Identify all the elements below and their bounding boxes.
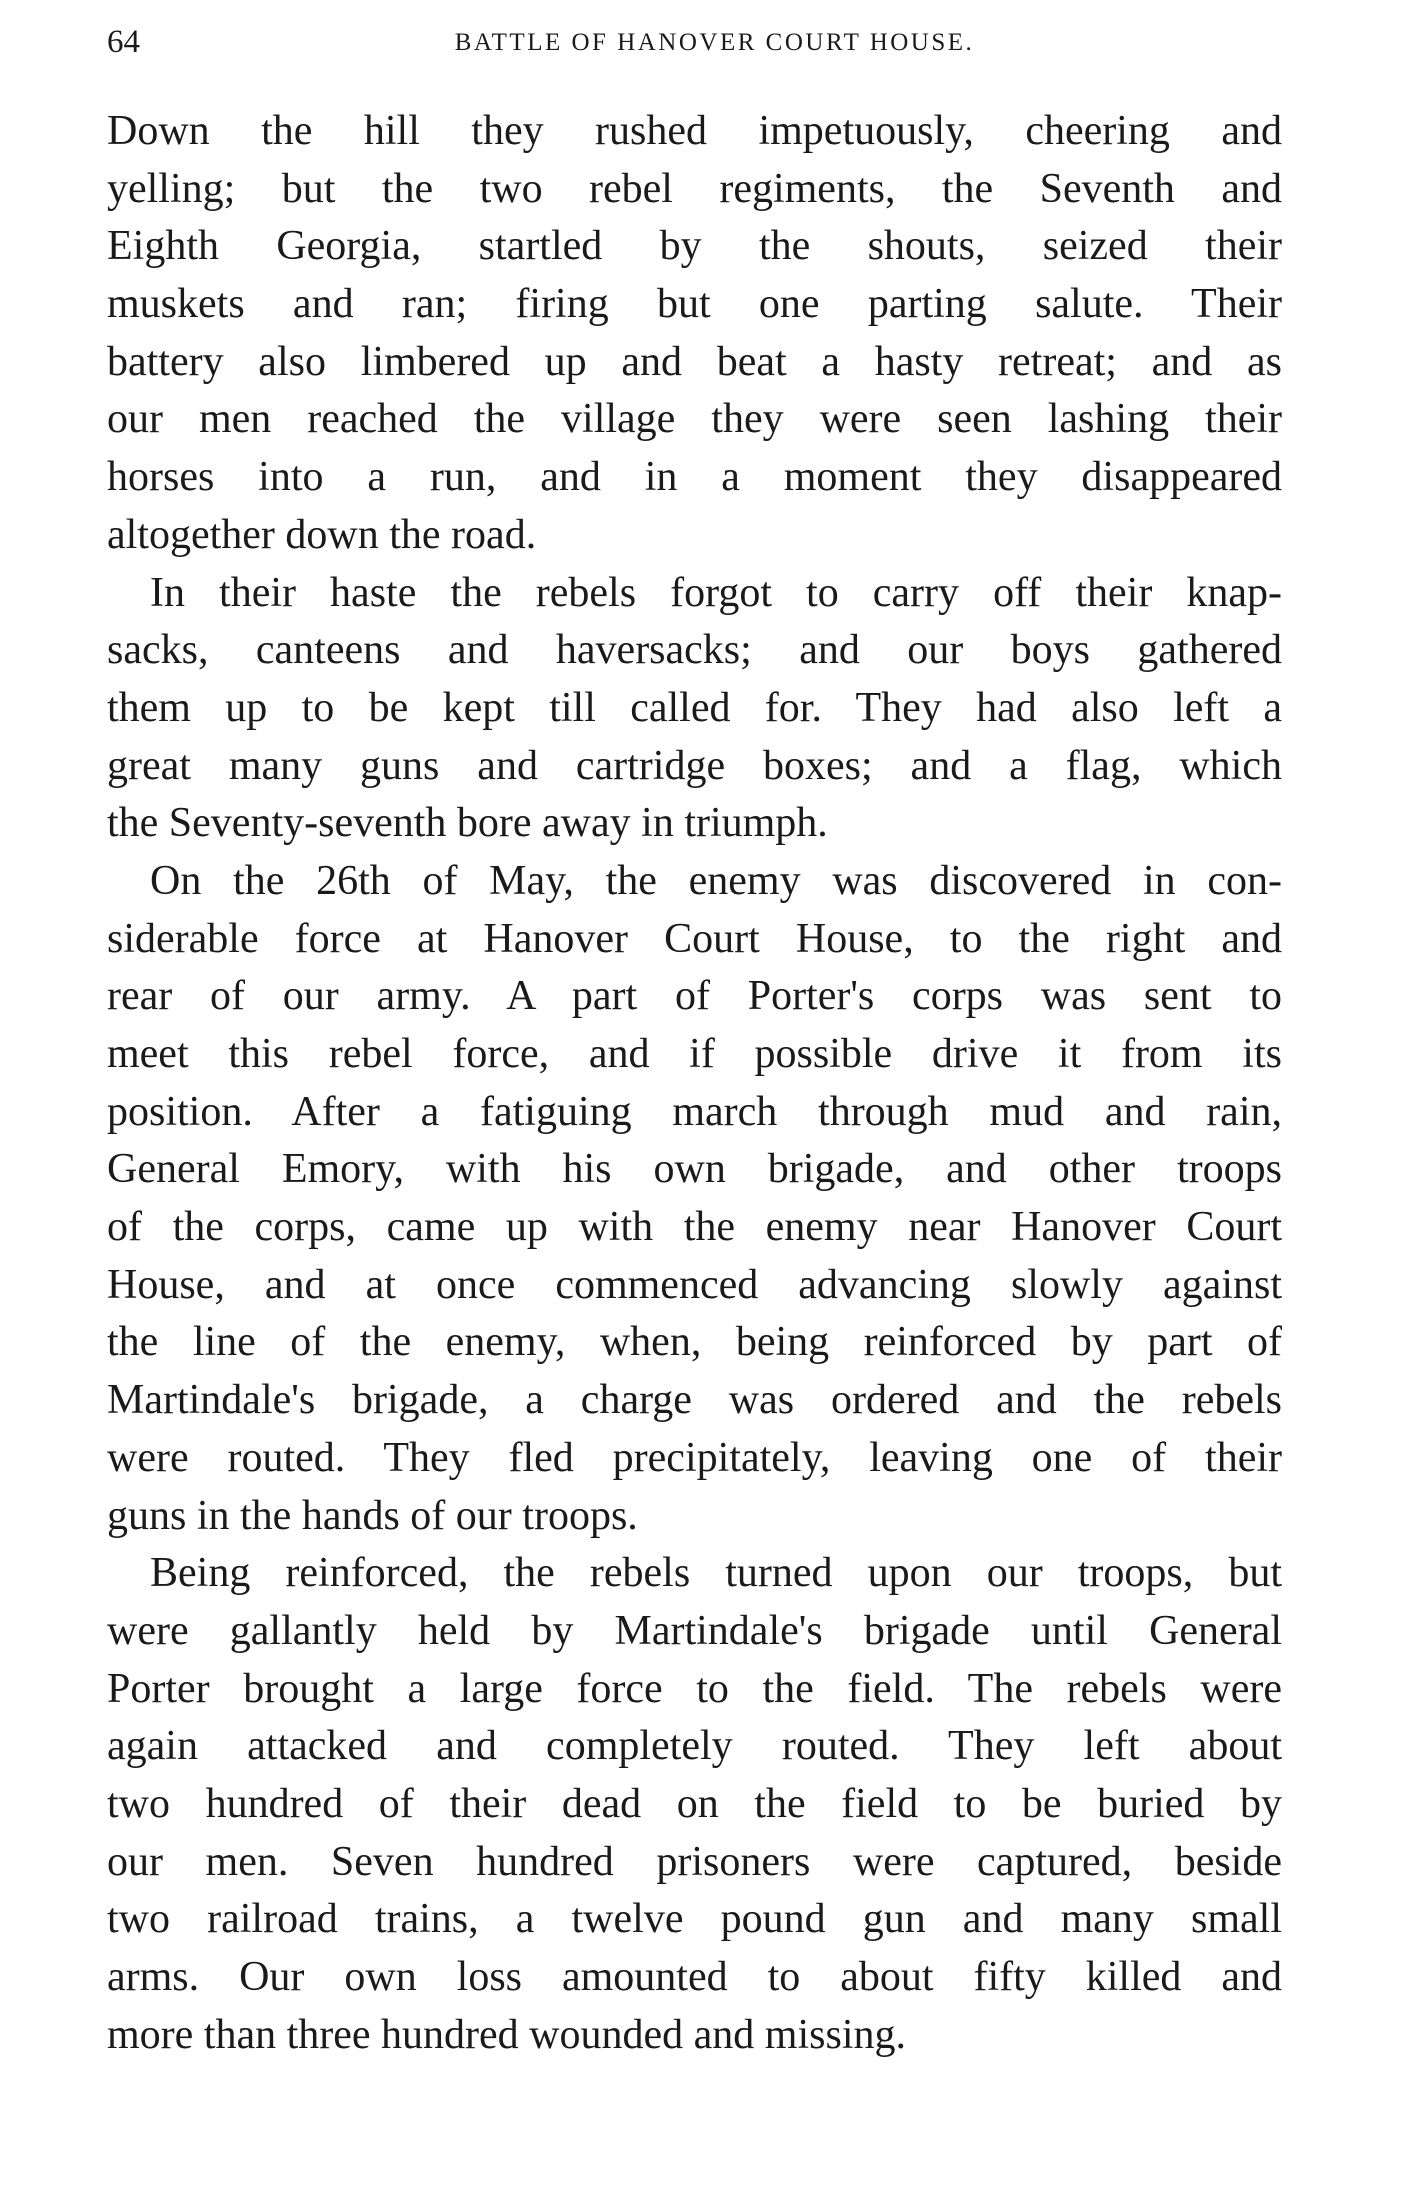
text-line: altogether down the road.: [107, 511, 537, 558]
paragraph: [107, 853, 1282, 1545]
text-line: were gallantly held by Martindale's brigade until General: [107, 1607, 1282, 1654]
text-line: yelling; but the two rebel regiments, the Seventh and: [107, 165, 1282, 212]
text-line: our men. Seven hundred prisoners were captured, beside: [107, 1838, 1282, 1885]
text-line: our men reached the village they were seen lashing their: [107, 396, 1282, 443]
text-line: were routed. They fled precipitately, leaving one of their: [107, 1434, 1282, 1481]
running-title: BATTLE OF HANOVER COURT HOUSE.: [454, 29, 975, 56]
text-line: more than three hundred wounded and missing.: [107, 2011, 906, 2058]
text-line: Porter brought a large force to the field. The rebels were: [107, 1665, 1282, 1712]
text-line: of the corps, came up with the enemy near Hanover Court: [107, 1204, 1282, 1251]
text-line: On the 26th of May, the enemy was discovered in con-: [150, 857, 1282, 904]
text-line: great many guns and cartridge boxes; and a flag, which: [107, 742, 1282, 789]
text-line: the Seventy-seventh bore away in triumph.: [107, 800, 828, 847]
text-line: siderable force at Hanover Court House, to the right and: [107, 915, 1282, 962]
paragraph: [107, 1545, 1282, 2064]
text-line: guns in the hands of our troops.: [107, 1492, 638, 1539]
text-line: In their haste the rebels forgot to carry off their knap-: [150, 569, 1282, 616]
text-line: meet this rebel force, and if possible drive it from its: [107, 1031, 1282, 1077]
text-line: them up to be kept till called for. They had also left a: [107, 684, 1282, 731]
text-line: horses into a run, and in a moment they disappeared: [107, 454, 1282, 501]
body-text: [107, 103, 1282, 2064]
text-line: General Emory, with his own brigade, and other troops: [107, 1146, 1282, 1193]
paragraph: [107, 565, 1282, 853]
text-line: Down the hill they rushed impetuously, cheering and: [107, 108, 1282, 154]
text-line: Being reinforced, the rebels turned upon our troops, but: [150, 1550, 1282, 1597]
text-line: House, and at once commenced advancing slowly against: [107, 1261, 1282, 1308]
text-line: the line of the enemy, when, being reinforced by part of: [107, 1319, 1282, 1366]
text-line: rear of our army. A part of Porter's corps was sent to: [107, 973, 1282, 1020]
text-line: battery also limbered up and beat a hasty retreat; and as: [107, 338, 1282, 385]
text-line: Martindale's brigade, a charge was ordered and the rebels: [107, 1377, 1282, 1424]
text-line: two railroad trains, a twelve pound gun and many small: [107, 1896, 1282, 1943]
text-line: position. After a fatiguing march through mud and rain,: [107, 1088, 1282, 1135]
text-line: Eighth Georgia, startled by the shouts, seized their: [107, 223, 1282, 270]
text-line: two hundred of their dead on the field to be buried by: [107, 1780, 1282, 1827]
text-line: again attacked and completely routed. They left about: [107, 1723, 1282, 1770]
page-number: 64: [107, 24, 140, 60]
paragraph: [107, 103, 1282, 565]
text-line: sacks, canteens and haversacks; and our boys gathered: [107, 627, 1282, 674]
page-header: [107, 24, 1282, 68]
text-line: arms. Our own loss amounted to about fifty killed and: [107, 1954, 1282, 2000]
text-line: muskets and ran; firing but one parting salute. Their: [107, 281, 1282, 328]
